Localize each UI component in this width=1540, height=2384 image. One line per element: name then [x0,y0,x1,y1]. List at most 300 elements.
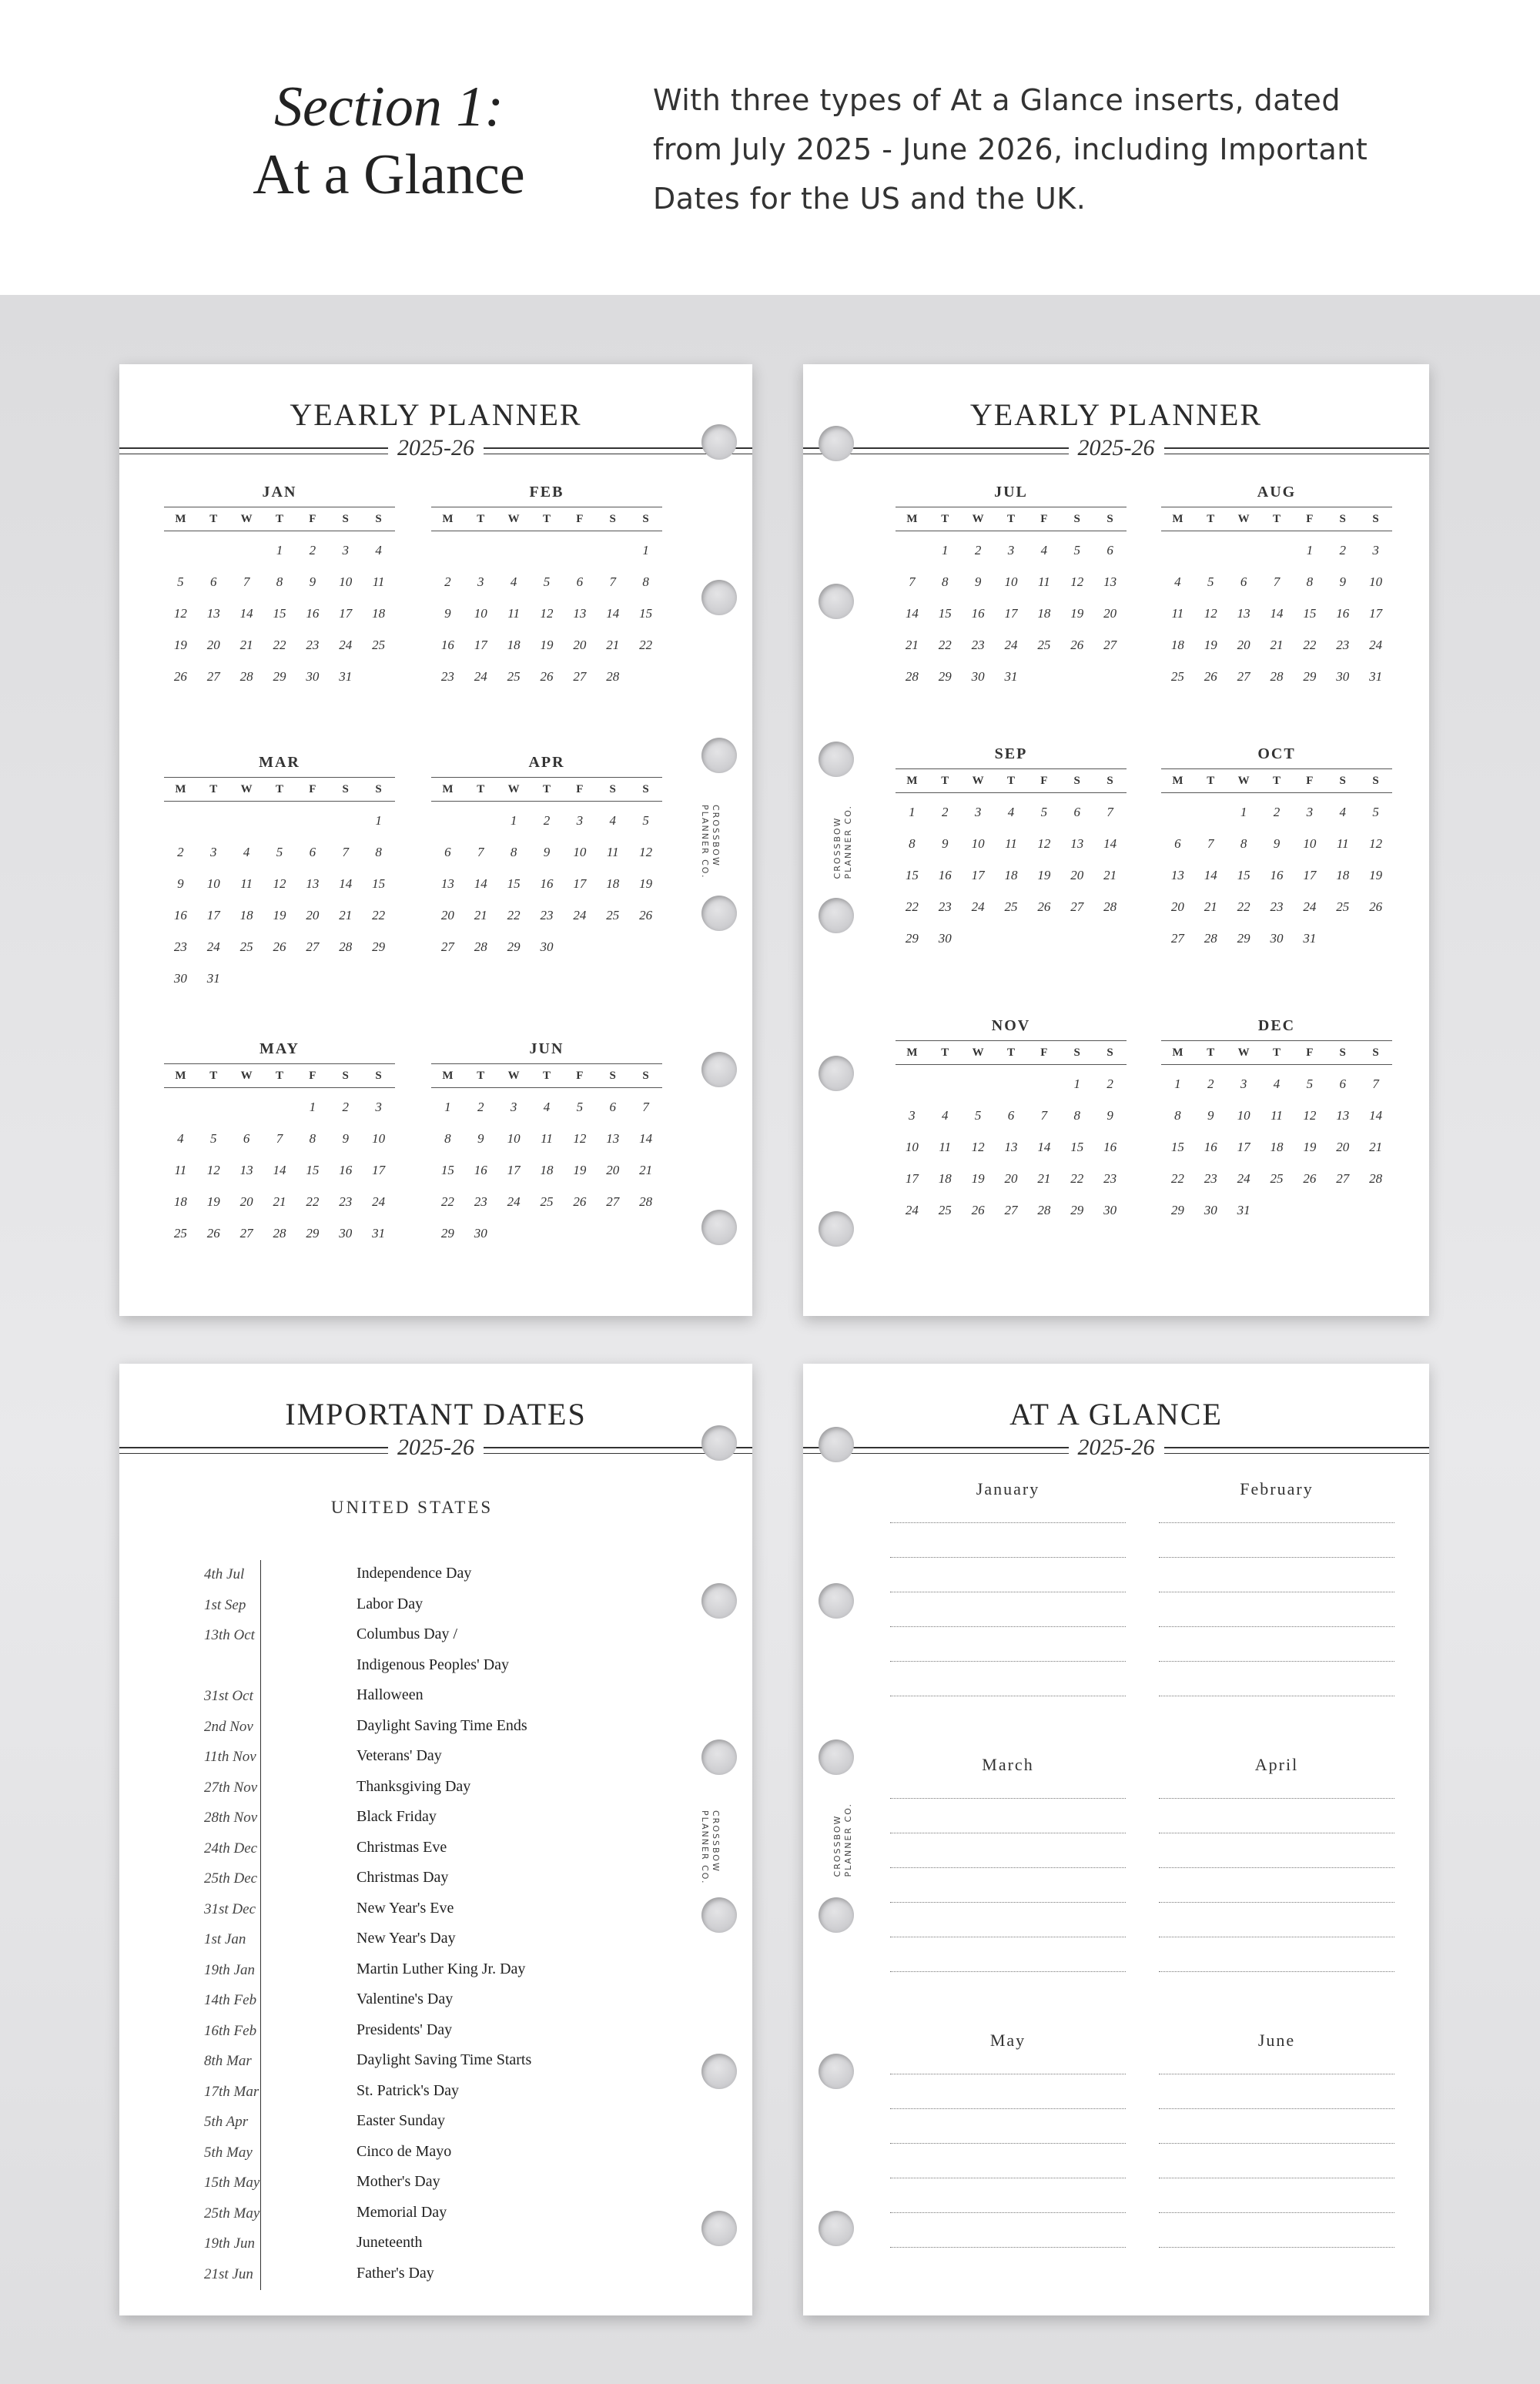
empty-cell [1194,796,1227,828]
day-number: 28 [1204,931,1217,946]
day-number: 26 [639,908,653,922]
weekday-header [896,507,1127,531]
empty-cell [1227,534,1260,566]
day-number: 9 [444,606,451,621]
writing-line[interactable] [890,1627,1126,1662]
day-number: 20 [1004,1171,1018,1186]
month-name: DEC [1257,1017,1296,1034]
empty-cell [596,534,629,566]
weekday-label: M [442,513,454,525]
day-number: 6 [1073,805,1080,819]
weekday-label: S [1339,1046,1346,1059]
day-number: 12 [206,1163,220,1177]
day-number: 19 [1204,638,1217,652]
weekday-label: M [906,513,918,525]
day-number: 20 [306,908,320,922]
day-number: 5 [177,574,184,589]
writing-line[interactable] [1159,1868,1394,1903]
day-number: 28 [1037,1203,1051,1217]
writing-line[interactable] [1159,1627,1394,1662]
day-number: 24 [507,1194,521,1209]
holiday-date: 2nd Nov [204,1718,253,1735]
day-number: 16 [1336,606,1350,621]
writing-line[interactable] [1159,1903,1394,1937]
day-number: 8 [942,574,949,589]
day-number: 23 [540,908,554,922]
day-number: 27 [1170,931,1184,946]
day-number: 23 [1270,899,1284,914]
month-calendar [1161,1017,1392,1226]
day-number: 16 [1204,1140,1217,1154]
writing-line[interactable] [1159,2213,1394,2248]
binder-hole [819,1056,854,1091]
writing-line[interactable] [890,1937,1126,1972]
day-number: 1 [1306,543,1314,557]
writing-line[interactable] [890,1868,1126,1903]
day-number: 4 [177,1131,184,1146]
day-number: 8 [276,574,283,589]
weekday-label: M [1172,513,1183,525]
month-name: JUN [529,1040,564,1057]
writing-line[interactable] [890,1903,1126,1937]
day-number: 15 [905,868,919,882]
day-number: 23 [971,638,985,652]
day-number: 14 [905,606,919,621]
day-number: 19 [173,638,187,652]
day-number: 28 [1103,899,1117,914]
day-number: 23 [306,638,320,652]
weekday-header [1161,507,1392,531]
holiday-date: 25th May [204,2205,260,2222]
month-calendar [164,484,395,692]
day-grid [896,534,1127,692]
day-number: 24 [339,638,353,652]
holiday-name: Thanksgiving Day [357,1777,471,1795]
day-number: 13 [1070,836,1084,851]
day-number: 19 [1037,868,1051,882]
day-number: 1 [276,543,283,557]
day-number: 24 [1303,899,1317,914]
weekday-header [896,1040,1127,1065]
binder-hole [701,1739,737,1775]
month-calendar [164,754,395,994]
holiday-name: Halloween [357,1686,424,1703]
weekday-label: M [1172,775,1183,787]
holiday-name: Labor Day [357,1595,424,1612]
day-number: 31 [1369,669,1383,684]
weekday-label: S [1073,775,1080,787]
day-number: 11 [939,1140,952,1154]
writing-line[interactable] [890,1507,1126,1523]
day-number: 24 [971,899,985,914]
day-number: 4 [1040,543,1048,557]
day-number: 8 [510,845,517,859]
day-number: 15 [1070,1140,1084,1154]
brand-label: CROSSBOW PLANNER CO. [700,805,721,879]
day-number: 7 [342,845,349,859]
day-number: 30 [173,971,187,986]
brand-label: CROSSBOW PLANNER CO. [832,805,853,879]
day-number: 20 [1103,606,1117,621]
empty-cell [230,805,263,836]
writing-line[interactable] [1159,2144,1394,2178]
day-number: 23 [938,899,952,914]
day-number: 23 [474,1194,487,1209]
day-number: 8 [1073,1108,1080,1123]
holiday-date: 19th Jan [204,1961,255,1978]
holiday-date: 31st Dec [204,1900,256,1917]
day-number: 12 [1070,574,1084,589]
writing-line[interactable] [890,1523,1126,1558]
writing-line[interactable] [890,1799,1126,1833]
glance-month-block [1159,2031,1394,2248]
year-label: 2025-26 [119,435,752,461]
writing-line[interactable] [1159,1558,1394,1592]
day-number: 26 [540,669,554,684]
day-number: 14 [474,876,487,891]
day-number: 5 [576,1100,584,1114]
day-number: 11 [541,1131,553,1146]
day-number: 18 [540,1163,554,1177]
day-number: 6 [309,845,316,859]
day-number: 27 [1336,1171,1350,1186]
day-number: 15 [306,1163,320,1177]
day-number: 10 [372,1131,386,1146]
day-number: 21 [1369,1140,1383,1154]
writing-line[interactable] [1159,1662,1394,1696]
day-number: 19 [1303,1140,1317,1154]
empty-cell [329,805,362,836]
holiday-date: 15th May [204,2175,260,2191]
writing-line[interactable] [890,1592,1126,1627]
binder-hole [701,1897,737,1933]
holiday-name: Veterans' Day [357,1747,442,1764]
day-number: 22 [938,638,952,652]
day-number: 25 [540,1194,554,1209]
weekday-header [164,1063,395,1088]
day-number: 26 [573,1194,587,1209]
glance-month-name: April [1254,1755,1299,1774]
day-number: 10 [905,1140,919,1154]
day-number: 7 [1106,805,1113,819]
binder-hole [819,584,854,619]
writing-line[interactable] [1159,1799,1394,1833]
day-number: 31 [339,669,353,684]
holiday-name: Easter Sunday [357,2112,445,2129]
writing-line[interactable] [890,1833,1126,1868]
empty-cell [531,534,564,566]
day-number: 28 [1369,1171,1383,1186]
day-number: 20 [1070,868,1084,882]
writing-line[interactable] [890,2074,1126,2109]
month-name: OCT [1257,745,1296,762]
day-number: 8 [309,1131,316,1146]
day-grid [1161,534,1392,692]
writing-line[interactable] [1159,1783,1394,1799]
writing-line[interactable] [1159,1937,1394,1972]
day-number: 29 [372,939,386,954]
day-number: 13 [239,1163,253,1177]
day-number: 29 [1303,669,1317,684]
day-number: 14 [1103,836,1117,851]
day-number: 7 [909,574,916,589]
day-number: 7 [642,1100,649,1114]
day-number: 17 [474,638,487,652]
day-number: 25 [239,939,253,954]
day-number: 12 [1037,836,1051,851]
day-number: 3 [1372,543,1379,557]
day-number: 14 [239,606,253,621]
day-number: 18 [1004,868,1018,882]
writing-line[interactable] [890,2213,1126,2248]
holiday-name: Mother's Day [357,2173,440,2190]
day-number: 17 [971,868,985,882]
day-number: 14 [339,876,353,891]
day-number: 30 [1336,669,1350,684]
day-number: 2 [1273,805,1281,819]
day-number: 3 [210,845,217,859]
day-number: 12 [173,606,187,621]
day-number: 22 [273,638,286,652]
empty-cell [464,805,497,836]
day-number: 23 [1103,1171,1117,1186]
weekday-label: T [1207,1046,1215,1059]
day-number: 1 [1240,805,1247,819]
weekday-label: W [240,1070,253,1082]
day-number: 30 [971,669,985,684]
day-number: 27 [306,939,320,954]
binder-hole [819,742,854,777]
day-number: 29 [273,669,286,684]
weekday-label: S [375,1070,382,1082]
day-number: 9 [177,876,184,891]
writing-line[interactable] [890,1558,1126,1592]
day-number: 2 [1106,1076,1113,1091]
day-number: 15 [1303,606,1317,621]
day-number: 4 [1273,1076,1281,1091]
holiday-date: 8th Mar [204,2053,252,2069]
empty-cell [1260,534,1294,566]
holiday-name: Independence Day [357,1565,472,1582]
day-number: 13 [606,1131,620,1146]
day-number: 12 [573,1131,587,1146]
weekday-label: S [1106,513,1113,525]
day-number: 20 [606,1163,620,1177]
writing-line[interactable] [890,2178,1126,2213]
day-number: 17 [573,876,587,891]
day-number: 15 [1170,1140,1184,1154]
day-number: 22 [440,1194,454,1209]
holiday-date: 13th Oct [204,1627,255,1643]
day-number: 26 [1070,638,1084,652]
year-label: 2025-26 [803,1435,1429,1461]
day-number: 5 [1073,543,1080,557]
writing-line[interactable] [890,2058,1126,2074]
day-number: 11 [372,574,385,589]
glance-month-block [890,1755,1126,1972]
binder-hole [701,1425,737,1461]
binder-hole [701,896,737,931]
writing-line[interactable] [1159,1507,1394,1523]
day-number: 3 [1240,1076,1247,1091]
day-number: 11 [174,1163,187,1177]
writing-line[interactable] [890,1783,1126,1799]
month-name: SEP [994,745,1028,762]
day-number: 30 [339,1226,353,1241]
day-number: 4 [243,845,250,859]
header-band [0,0,1540,295]
day-number: 1 [375,813,382,828]
day-number: 3 [576,813,584,828]
day-number: 4 [942,1108,949,1123]
day-number: 21 [239,638,253,652]
writing-line[interactable] [1159,1523,1394,1558]
weekday-label: T [941,513,949,525]
holiday-name: Daylight Saving Time Ends [357,1716,527,1734]
day-number: 31 [372,1226,386,1241]
weekday-label: F [1306,775,1314,787]
glance-month-name: January [976,1479,1040,1498]
day-number: 3 [909,1108,916,1123]
day-number: 22 [1170,1171,1184,1186]
weekday-label: F [576,513,584,525]
day-number: 24 [573,908,587,922]
day-number: 12 [971,1140,985,1154]
day-number: 25 [507,669,521,684]
holiday-date: 31st Oct [204,1688,253,1704]
writing-line[interactable] [890,1662,1126,1696]
day-grid [896,796,1127,954]
day-number: 5 [642,813,649,828]
weekday-label: M [442,783,454,795]
weekday-label: T [1207,513,1215,525]
day-number: 27 [573,669,587,684]
day-number: 23 [339,1194,353,1209]
day-number: 2 [942,805,949,819]
day-number: 25 [1170,669,1184,684]
holiday-name: Valentine's Day [357,1991,454,2007]
day-grid [1161,1068,1392,1226]
day-number: 6 [1174,836,1181,851]
day-number: 22 [1070,1171,1084,1186]
holiday-name: Columbus Day / [357,1626,458,1642]
day-number: 17 [206,908,220,922]
empty-cell [464,534,497,566]
section-description [653,75,1438,223]
day-number: 17 [1237,1140,1250,1154]
day-grid [431,534,662,692]
day-number: 19 [1369,868,1383,882]
day-number: 18 [372,606,386,621]
day-number: 12 [1369,836,1383,851]
writing-line[interactable] [890,2109,1126,2144]
day-number: 19 [1070,606,1084,621]
day-number: 19 [971,1171,985,1186]
day-number: 12 [273,876,286,891]
weekday-label: M [1172,1046,1183,1059]
binder-hole [701,1583,737,1619]
day-number: 1 [1073,1076,1080,1091]
country-subtitle: UNITED STATES [330,1498,494,1517]
month-name: JAN [262,484,297,501]
at-a-glance-page [803,1364,1429,2315]
day-number: 18 [1170,638,1184,652]
empty-cell [263,805,296,836]
day-number: 4 [1339,805,1346,819]
day-number: 20 [1237,638,1250,652]
day-number: 10 [971,836,985,851]
weekday-header [164,507,395,531]
weekday-label: S [609,1070,616,1082]
weekday-label: T [1006,775,1015,787]
weekday-label: M [906,775,918,787]
day-number: 10 [1369,574,1383,589]
binder-hole [819,1583,854,1619]
writing-line[interactable] [1159,1833,1394,1868]
day-number: 28 [905,669,919,684]
day-number: 5 [543,574,551,589]
day-number: 27 [1103,638,1117,652]
glance-month-block [890,1479,1126,1696]
day-number: 2 [177,845,184,859]
weekday-label: W [507,783,520,795]
holiday-name: Indigenous Peoples' Day [357,1656,510,1673]
section-title [192,73,585,209]
holiday-date: 4th Jul [204,1566,245,1582]
writing-line[interactable] [1159,2058,1394,2074]
day-number: 9 [309,574,316,589]
description-line2: from July 2025 - June 2026, including Important [653,132,1368,166]
weekday-label: W [507,513,520,525]
writing-line[interactable] [1159,2109,1394,2144]
day-number: 14 [1369,1108,1383,1123]
day-number: 29 [306,1226,320,1241]
day-number: 4 [375,543,382,557]
day-number: 27 [206,669,220,684]
weekday-label: T [477,1070,485,1082]
empty-cell [896,534,929,566]
month-calendar [1161,745,1392,954]
day-number: 31 [1237,1203,1250,1217]
writing-line[interactable] [1159,2074,1394,2109]
day-number: 21 [1037,1171,1051,1186]
day-number: 23 [1336,638,1350,652]
month-name: MAR [259,754,300,771]
holiday-date: 25th Dec [204,1870,258,1887]
day-number: 1 [510,813,517,828]
month-name: MAY [259,1040,300,1057]
month-calendar [896,484,1127,692]
binder-hole [701,738,737,773]
day-number: 12 [1303,1108,1317,1123]
day-number: 5 [276,845,283,859]
writing-line[interactable] [890,2144,1126,2178]
writing-line[interactable] [1159,1592,1394,1627]
day-number: 6 [1240,574,1247,589]
day-number: 30 [1270,931,1284,946]
weekday-header [431,1063,662,1088]
day-number: 10 [573,845,587,859]
holiday-date: 16th Feb [204,2022,257,2039]
description-line1: With three types of At a Glance inserts, dated [653,83,1341,117]
weekday-label: S [342,1070,349,1082]
writing-line[interactable] [1159,2178,1394,2213]
day-number: 31 [206,971,220,986]
month-calendar [896,1017,1127,1226]
weekday-label: F [1306,513,1314,525]
day-number: 30 [1103,1203,1117,1217]
day-number: 5 [974,1108,982,1123]
